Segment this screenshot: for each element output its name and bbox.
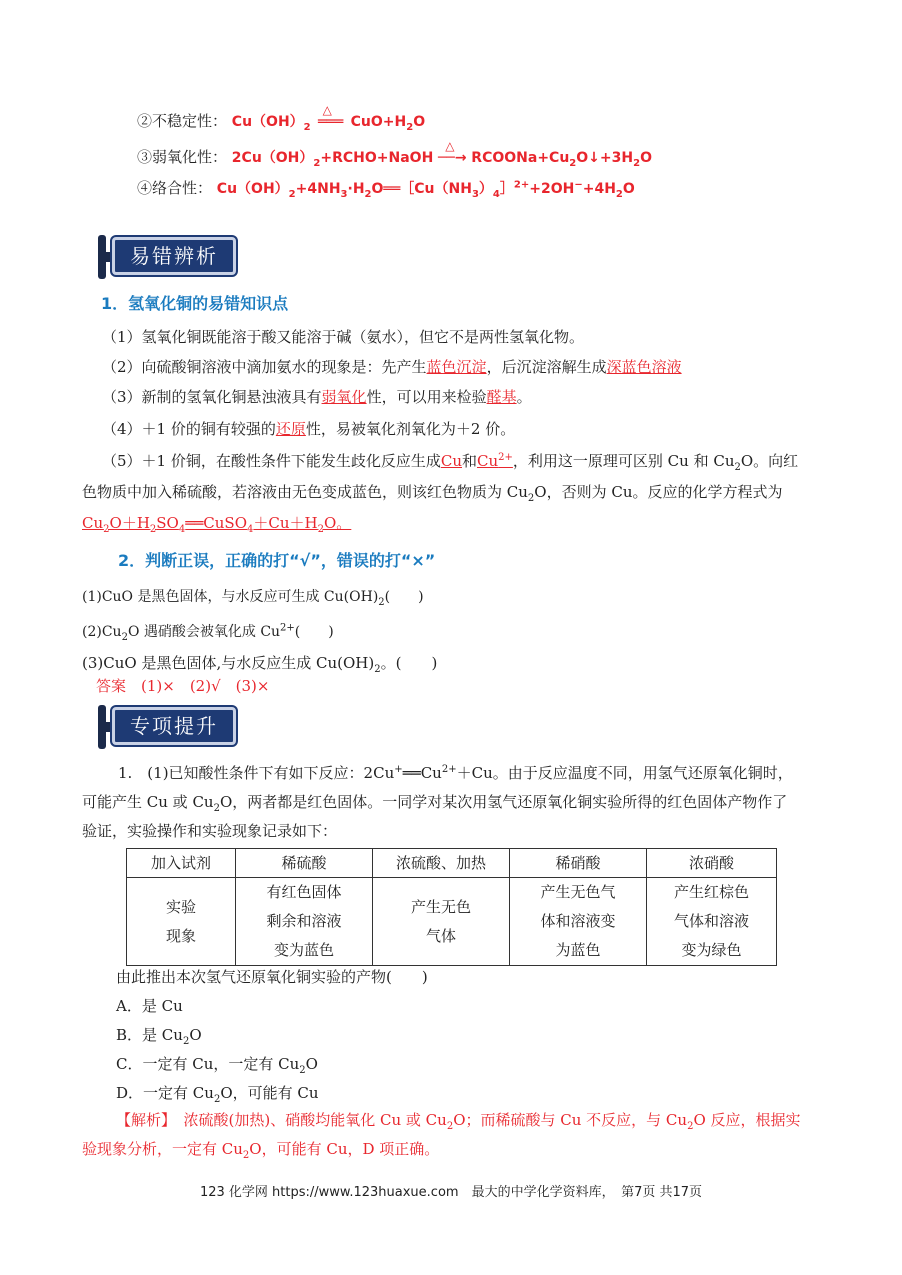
equation-complexation: $Cu(OH)_2+4NH_3\cdot H_2O══[Cu(NH_3)_4]^{2+}+2OH^-+4H_2O$ xyxy=(216,179,635,200)
experiment-table xyxy=(126,848,777,966)
property-label: ③弱氧化性： xyxy=(137,148,228,166)
banner-title: 易错辨析 xyxy=(112,237,236,275)
section1-heading: 1．氢氧化铜的易错知识点 xyxy=(101,294,289,313)
table-header: 稀硫酸 xyxy=(236,849,373,878)
property-label: ④络合性： xyxy=(137,179,213,197)
answer-blank: $Cu^{2+}$ xyxy=(477,452,513,470)
table-cell: 产生红棕色 气体和溶液 变为绿色 xyxy=(647,878,777,966)
table-header-row xyxy=(127,849,777,878)
option-c[interactable]: C．一定有 Cu，一定有 $Cu_2O$ xyxy=(116,1055,318,1076)
answer-blank: 醛基 xyxy=(486,388,517,406)
property-complexation xyxy=(137,177,635,200)
page-footer: 123 化学网 https://www.123huaxue.com 最大的中学化学资料库， 第7页 共17页 xyxy=(199,1185,703,1200)
problem-line3: 验证，实验操作和实验现象记录如下： xyxy=(82,822,338,840)
analysis-line2: 验现象分析，一定有 $Cu_2O$，可能有 Cu，D 项正确。 xyxy=(82,1140,440,1161)
point-1: （1）氢氧化铜既能溶于酸又能溶于碱（氨水），但它不是两性氢氧化物。 xyxy=(102,328,585,346)
option-b[interactable]: B．是 $Cu_2O$ xyxy=(116,1026,202,1047)
section-banner-mistakes xyxy=(98,235,244,279)
answer-blank: 弱氧化 xyxy=(321,388,367,406)
table-cell: 产生无色 气体 xyxy=(373,878,510,966)
judge-answer: 答案 (1)× (2)√ (3)× xyxy=(96,677,270,695)
judge-q1: (1)CuO 是黑色固体，与水反应可生成 $Cu(OH)_2$( ) xyxy=(82,589,424,608)
section-banner-practice xyxy=(98,705,244,749)
table-cell: 有红色固体 剩余和溶液 变为蓝色 xyxy=(236,878,373,966)
answer-blank: 还原 xyxy=(275,420,306,438)
table-header: 加入试剂 xyxy=(127,849,236,878)
banner-title: 专项提升 xyxy=(112,707,236,745)
problem-question: 由此推出本次氢气还原氧化铜实验的产物( ) xyxy=(116,968,428,986)
point-2: （2）向硫酸铜溶液中滴加氨水的现象是：先产生蓝色沉淀，后沉淀溶解生成深蓝色溶液 xyxy=(102,358,682,376)
problem-line2: 可能产生 Cu 或 $Cu_2O$，两者都是红色固体。一同学对某次用氢气还原氧化铜实验所得的红色固体产物作了 xyxy=(82,793,788,814)
judge-q2: $(2)Cu_2O$ 遇硝酸会被氧化成 $Cu^{2+}$( ) xyxy=(82,622,334,643)
section2-heading: 2．判断正误，正确的打“√”，错误的打“×” xyxy=(118,551,436,570)
table-header: 稀硝酸 xyxy=(510,849,647,878)
equation-disproportionation: $Cu_2O+H_2SO_4══CuSO_4+Cu+H_2O$。 xyxy=(82,514,352,535)
equation-instability: $Cu(OH)_2$ △ ═══ $CuO+H_2O$ xyxy=(231,103,426,133)
table-cell: 产生无色气 体和溶液变 为蓝色 xyxy=(510,878,647,966)
point-3: （3）新制的氢氧化铜悬浊液具有弱氧化性，可以用来检验醛基。 xyxy=(102,388,532,406)
option-a[interactable]: A．是 Cu xyxy=(116,997,183,1015)
point-5-line2: 色物质中加入稀硫酸，若溶液由无色变成蓝色，则该红色物质为 $Cu_2O$，否则为 Cu。反应的化学方程式为 xyxy=(82,483,783,504)
analysis-line1: 【解析】 浓硫酸(加热)、硝酸均能氧化 Cu 或 $Cu_2O$；而稀硫酸与 Cu 不反应，与 $Cu_2O$ 反应，根据实 xyxy=(116,1111,801,1132)
table-cell: 实验 现象 xyxy=(127,878,236,966)
answer-blank: 深蓝色溶液 xyxy=(606,358,682,376)
analysis-tag: 【解析】 xyxy=(116,1111,169,1129)
property-instability xyxy=(137,103,426,133)
point-5: （5）＋1 价铜，在酸性条件下能发生歧化反应生成Cu和$Cu^{2+}$，利用这一原理可区别 Cu 和 $Cu_2O$。向红 xyxy=(102,452,799,473)
table-row xyxy=(127,878,777,966)
point-4: （4）＋1 价的铜有较强的还原性，易被氧化剂氧化为＋2 价。 xyxy=(102,420,516,438)
table-header: 浓硫酸、加热 xyxy=(373,849,510,878)
option-d[interactable]: D．一定有 $Cu_2O$，可能有 Cu xyxy=(116,1084,319,1105)
answer-blank: Cu xyxy=(440,452,462,470)
answer-blank: 蓝色沉淀 xyxy=(426,358,487,376)
problem-line1: 1. (1)已知酸性条件下有如下反应：$2Cu^+══Cu^{2+}+Cu$。由于反应温度不同，用氢气还原氧化铜时， xyxy=(118,764,793,782)
equation-weak-oxidation: $2Cu(OH)_2+RCHO+NaOH$ △ ──→ $RCOONa+Cu_2O↓+3H_2O$ xyxy=(231,139,652,169)
table-header: 浓硝酸 xyxy=(647,849,777,878)
property-weak-oxidation xyxy=(137,139,652,169)
judge-q3: (3)CuO 是黑色固体,与水反应生成 $Cu(OH)_2$。( ) xyxy=(82,654,438,675)
property-label: ②不稳定性： xyxy=(137,112,228,130)
